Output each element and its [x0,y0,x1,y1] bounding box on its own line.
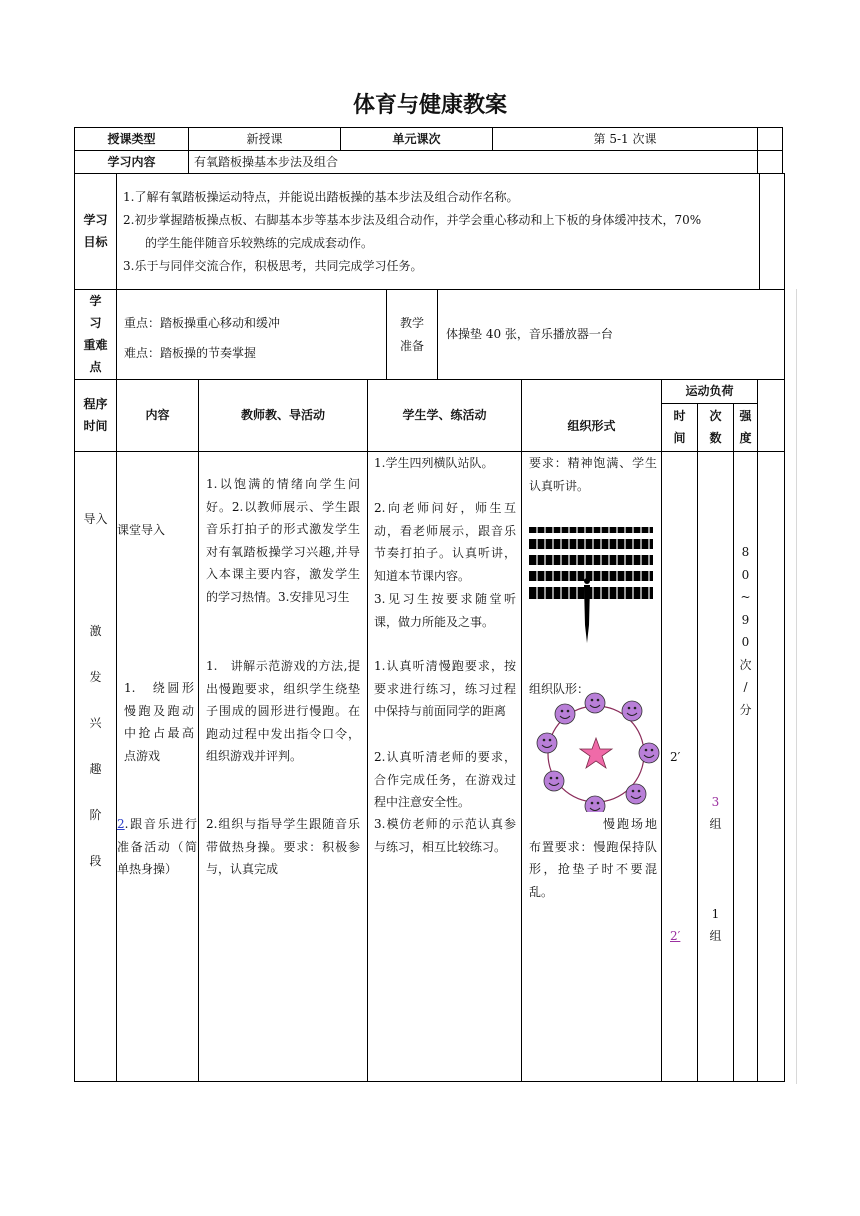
unit-label: 单元课次 [392,132,441,146]
student-item-6: 3.模仿老师的示范认真参与练习，相互比较练习。 [374,817,516,854]
student-item-4: 1.认真听清慢跑要求，按要求进行练习，练习过程中保持与前面同学的距离 [374,659,516,718]
col-time: 时 间 [673,409,686,445]
teacher-item-3: 2.组织与指导学生跟随音乐带做热身操。要求：积极参与，认真完成 [206,817,360,876]
prep-value: 体操垫 40 张，音乐播放器一台 [446,327,613,341]
content-item-3: 2.跟音乐进行准备活动（简单热身操） [117,817,197,876]
org-formation-label: 组织队形： [529,682,590,696]
stage-chars: 激 发 兴 趣 阶 段 [89,624,102,868]
content-value: 有氧踏板操基本步法及组合 [194,155,339,169]
teacher-item-1: 1.以饱满的情绪向学生问好。2.以教师展示、学生跟音乐打拍子的形式激发学生对有氧踏板操学习兴趣,并导入本课主要内容，激发学生的学习热情。3.安排见习生 [206,477,360,604]
student-item-1: 1.学生四列横队站队。 [374,456,494,470]
teacher-item-2: 1. 讲解示范游戏的方法,提出慢跑要求，组织学生绕垫子围成的圆形进行慢跑。在跑动过程中发出指令口令，组织游戏并评判。 [206,659,360,763]
org-requirement: 要求：精神饱满、学生认真听讲。 [529,456,657,493]
goal-item-2: 2.初步掌握踏板操点板、右脚基本步等基本步法及组合动作，并学会重心移动和上下板的身体缓冲技术，70% [123,213,702,227]
unit-value: 第 5-1 次课 [593,132,657,146]
formation-figure [529,525,653,647]
key-point: 重点：踏板操重心移动和缓冲 [124,316,281,330]
figure-row [529,527,653,599]
col-count: 次 数 [709,409,722,445]
time-value-1: 2′ [670,750,681,764]
student-item-3: 3.见习生按要求随堂听课，做力所能及之事。 [374,592,516,629]
content-item-2: 1. 绕圆形慢跑及跑动中抢占最高点游戏 [124,681,194,763]
star-icon [580,738,612,768]
time-value-2: 2′ [670,929,681,943]
col-order: 程序 时间 [83,397,108,433]
stage-label: 导入 [83,512,108,526]
count-value-1: 3 组 [709,795,722,831]
goals-label: 学习 目标 [83,213,108,249]
type-label: 授课类型 [107,132,156,146]
content-label: 学习内容 [107,155,156,169]
col-teacher: 教师教、导活动 [240,408,325,422]
content-item-1: 课堂导入 [117,523,166,537]
org-run-requirement: 慢跑场地布置要求：慢跑保持队形，抢垫子时不要混乱。 [529,817,657,899]
goal-item-3: 3.乐于与同伴交流合作，积极思考，共同完成学习任务。 [123,259,423,273]
col-load: 运动负荷 [685,384,734,398]
difficult-point: 难点：踏板操的节奏掌握 [124,346,257,360]
student-item-5: 2.认真听清老师的要求，合作完成任务，在游戏过程中注意安全性。 [374,750,516,809]
count-value-2: 1 组 [709,907,722,943]
col-org: 组织形式 [567,419,616,433]
goal-item-2-cont: 的学生能伴随音乐较熟练的完成成套动作。 [145,236,374,250]
goal-item-1: 1.了解有氧踏板操运动特点，并能说出踏板操的基本步法及组合动作名称。 [123,190,519,204]
type-value: 新授课 [246,132,283,146]
page-title: 体育与健康教案 [352,93,507,118]
intensity-value: 8 0 ~ 9 0 次 / 分 [739,545,752,717]
circle-formation [528,686,660,812]
col-student: 学生学、练活动 [402,408,487,422]
col-content: 内容 [145,408,170,422]
prep-label: 教学 准备 [399,316,424,353]
student-item-2: 2.向老师问好，师生互动，看老师展示，跟音乐节奏打拍子。认真听讲，知道本节课内容。 [374,501,516,583]
col-intensity: 强 度 [739,409,752,445]
keypoints-label: 学 习 重难 点 [83,294,108,374]
